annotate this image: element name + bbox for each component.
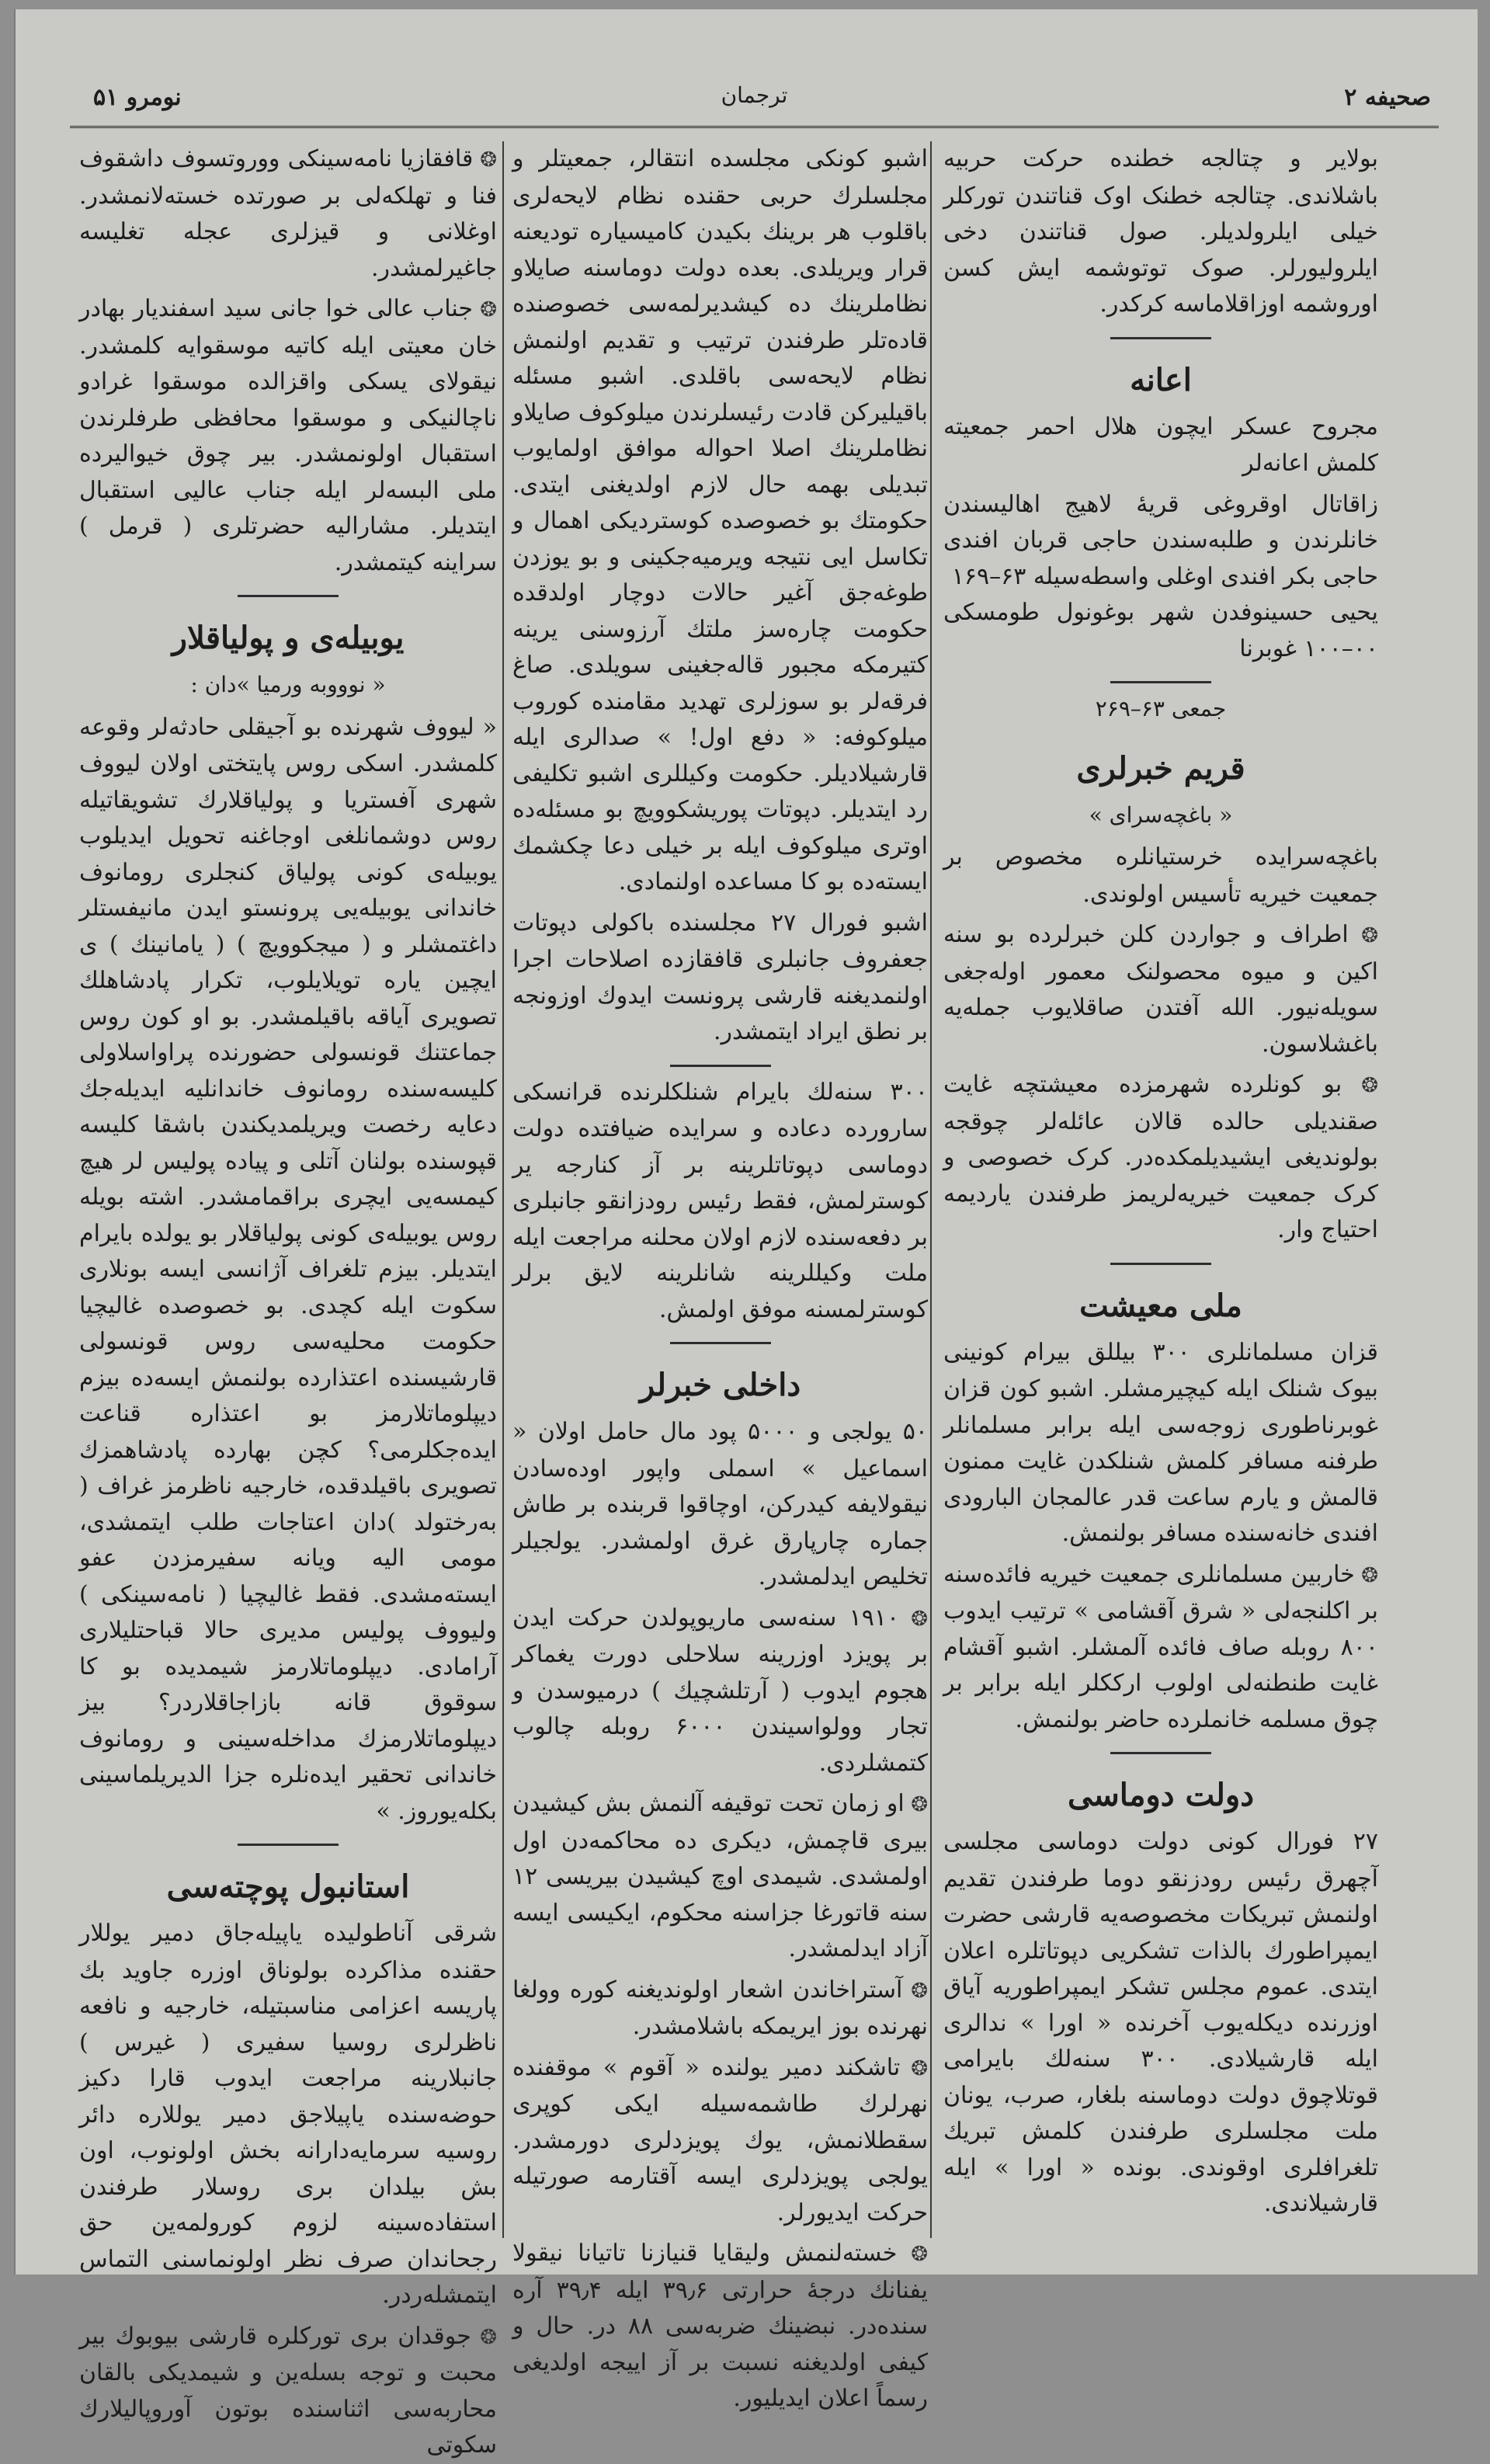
duma-paragraph: ۲۷ فورال کونی دولت دوماسی مجلسی آچهرق رئیس رودزنقو دوما طرفندن تقدیم اولنمش تبریکات مخصوصه‌یه قارشی حضرت ایمپراطورك بالذات تشکریی دپوتاتلره اعلان ایتدی. عموم مجلس تشکر ایمپراطوریه آیاق اوزرنده دیکله‌یوب آخرنده « اورا » ندالری ایله قارشیلادی. ۳۰۰ سنه‌لك بایرامی قوتلاچوق دولت دوماسنه بلغار، صرب، یونان ملت مجلسلری طرفندن کلمش تبریك تلغرافلری اوقوندی. بونده « اورا » ایله قارشیلاندی.	[943, 1828, 1378, 2217]
caucasus-paragraph: ❂ قافقازیا نامه‌سینکی ووروتسوف داشقوف فنا و تهلکه‌لی بر صورتده خسته‌لانمشدر. اوغلانی و قیزلری عجله تغلیسه جاغیرلمشدر.	[79, 141, 497, 287]
war-news-paragraph: بولایر و چتالجه خطنده حرکت حربیه باشلاندی. چتالجه خطنک اوک قناتندن تورکلر خیلی ایلرولدیلر. صول قناتندن دخی ایلرولیورلر. صوک توتوشمه ایش کسن اوروشمه اوزاقلاماسه کرکدر.	[943, 145, 1378, 318]
duma-session-paragraph: اشبو کونکی مجلسده انتقالر، جمعیتلر و مجلسلرك حربی حقنده نظام لایحه‌لری باقلوب هر برینك بکیدن کامیسیاره تودیعنه قرار ویریلدی. بعده دولت دوماسنه صایلاو نظاملرینك ده کیشدیرلمه‌سی خصوصنده قاده‌تلر طرفندن ترتیب و تقدیم اولنمش نظام لایحه‌سی باقلدی. اشبو مسئله باقیلیرکن قادت رئیسلرندن میلوکوف صایلاو نظاملرینك اصلا احواله موافق اولمایوب تبدیلی بهمه حال لازم اولدیغنی ایتدی. حکومتك بو خصوصده کوستردیکی اهمال و تکاسل ایی نتیجه ویرمیه‌جکینی و بو یوزدن طوغه‌جق آغیر حالات دوچار اولدقده حکومت چاره‌سز ملتك آرزوسنی یرینه کتیرمکه مجبور قاله‌جغینی سویلدی. صاغ فرقه‌لر بو سوزلری تهدید مقامنده کوروب میلوکوفه: « دفع اول! » صدالری ایله قارشیلادیلر. حکومت وکیللری اشبو تکلیفی رد ایتدیلر. دپوتات پوریشکوویچ بو مسئله‌ده اوتری میلوکوف ایله بر خیلی دعا چکشمك ایسته‌ده بو کا مساعده اولنمادی.	[512, 145, 928, 895]
section-rule	[238, 595, 339, 597]
dahili-paragraph: ❂ او زمان تحت توقیفه آلنمش بش کیشیدن بیری قاچمش، دیکری ده محاکمه‌دن اول اولمشدی. شیمدی اوچ کیشیدن بیریسی ۱۲ سنه قاتورغا جزاسنه محکوم، ایکیسی ایسه آزاد ایدلمشدر.	[512, 1786, 928, 1968]
section-title-duma: دولت دوماسی	[1067, 1777, 1255, 1813]
section-rule	[1110, 337, 1211, 339]
jubilee-paragraph: ۳۰۰ سنه‌لك بایرام شنلکلرنده قرانسکی سارورده دعاده و سرایده ضیافتده دولت دوماسی دپوتاتلرینه بر آز کنارجه یر کوسترلمش، فقط رئیس رودزانقو جانبلری بر دفعه‌سنده لازم اولان محلنه مراجعت ایله ملت وکیللرینه شانلرینه لایق برلر کوسترلمسنه موفق اولمش.	[512, 1078, 928, 1323]
section-title-dahili: داخلی خبرلر	[639, 1367, 801, 1403]
duma-session-paragraph: اشبو فورال ۲۷ مجلسنده باکولی دپوتات جعفروف جانبلری قافقازده اصلاحات اجرا اولنمدیغنه قارشی پرونست ایدوك اوزونجه بر نطق ایراد ایتمشدر.	[512, 909, 928, 1045]
dahili-paragraph: ۵۰ یولجی و ۵۰۰۰ پود مال حامل اولان « اسماعیل » اسملی واپور اوده‌سادن نیقولایفه کیدرکن، اوچاقوا قربنده بر طاش جماره چارپارق غرق اولمشدر. یولجیلر تخلیص ایدلمشدر.	[512, 1418, 928, 1590]
donation-item: زاقاتال اوقروغی قریهٔ لاهیج اهالیسندن خانلرندن و طلبه‌سندن حاجی قربان افندی حاجی بکر افندی اوغلی واسطه‌سیله ۶۳–۱۶۹	[943, 490, 1378, 590]
column-divider-left	[502, 141, 504, 2238]
section-rule	[670, 1065, 771, 1067]
column-right	[943, 141, 1378, 2238]
page-number-label: صحیفه ۲	[1344, 84, 1431, 111]
yubile-paragraph: « لیووف شهرنده بو آجیقلی حادثه‌لر وقوعه کلمشدر. اسکی روس پایتختی اولان لیووف شهری آفستریا و پولیاقلارك تشویقاتیله روس دوشمانلغی اوجاغنه تحویل ایدیلوب یوبیله‌ی کونی پولیاق کنجلری رومانوف خاندانی یوبیله‌یی پرونستو ایدن مانیفستلر داغتمشلر و ( میجکوویچ ) ( یامانینك ) ی ایچین یاره تویلایلوب، تکرار پادشاهلك تصویری آیاقه باقیلمشدر. بو او کون روس جماعتنك قونسولی حضورنده پراواسلاولی کلیسه‌سنده رومانوف خاندانلیه ایدیله‌جك دعایه رخصت ویریلمدیکندن باشقا کلیسه قپوسنده بولنان آتلی و پیاده پولیس لر هیچ کیمسه‌یی ایچری براقمامشدر. اشته بویله روس یوبیله‌ی کونی پولیاقلار بو یولده بایرام ایتدیلر. بیزم تلغراف آژانسی ایسه بونلاری سکوت ایله کچدی. بو خصوصده غالیچیا حکومت محلیه‌سی روس قونسولی قارشیسنده اعتذارده بولنمش ایسه‌ده بیزم دیپلوماتلارمز بو اعتذاره قناعت ایده‌جکلرمی؟ کچن بهارده پادشاهمزك تصویری باقیلدقده، خارجیه ناظرمز غراف ( بەرختولد )دان اعتاجات طلب ایتمشدی، مومی الیه ویانه سفیرمزدن عفو ایسته‌مشدی. فقط غالیچیا ( نامه‌سینکی ) ولیووف پولیس مدیری حالا قباحتلیلاری آرامادی. دیپلوماتلارمز شیمدیده بو کا سوقوق قانه بازاجاقلاردر؟ بیز دیپلوماتلارمزك مداخله‌سینی و رومانوف خاندانی تحقیر ایده‌نلره جزا الدیریلماسینی بکله‌یوروز. »	[79, 713, 497, 1825]
ianeh-intro: مجروح عسکر ایچون هلال احمر جمعیته کلمش اعانه‌لر	[943, 412, 1378, 477]
crimea-dateline: « باغچه‌سرای »	[1089, 801, 1233, 828]
milli-paragraph: قزان مسلمانلری ۳۰۰ بیللق بیرام کونینی بیوک شنلک ایله کیچیرمشلر. اشبو کون قزان غوبرناطوری زوجه‌سی ایله برابر مسلمانلر طرفنه مسافر کلمش شنلکدن غایت ممنون قالمش و یارم ساعت قدر عالمجان البارودی افندی خانه‌سنده مسافر بولنمش.	[943, 1338, 1378, 1547]
donation-list	[943, 487, 1378, 668]
crimea-paragraph: ❂ بو کونلرده شهرمزده معیشتچه غایت صقندیلی حالده قالان عائله‌لر چوقجه بولوندیغی ایشیدیلمکده‌در. کرک خصوصی و کرک جمعیت خیریه‌لریمز طرفندن یاردیمه احتیاج وار.	[943, 1067, 1378, 1249]
crimea-paragraph: ❂ اطراف و جواردن کلن خبرلرده بو سنه اکین و میوه محصولنک معمور اوله‌جغی سویله‌نیور. الله آفتدن صاقلایوب جمله‌یه باغشلاسون.	[943, 917, 1378, 1062]
header-rule	[70, 126, 1439, 128]
dahili-paragraph: ❂ ۱۹۱۰ سنه‌سی ماریوپولدن حرکت ایدن بر پویزد اوزرینه سلاحلی دورت یغماکر هجوم ایدوب ( آرتلشچیك ) درمیوسدن و تجار وولواسیندن ۶۰۰۰ روبله چالوب کتمشلردی.	[512, 1600, 928, 1782]
dahili-paragraph: ❂ خسته‌لنمش ولیقایا قنیازنا تاتیانا نیقولا یفنانك درجهٔ حرارتی ۳۹٫۶ ایله ۳۹٫۴ آره سنده‌در. نبضینك ضربه‌سی ۸۸ در. حال و کیفی اولدیغنه نسبت بر آز اییجه اولدیغی رسماً اعلان ایدیلیور.	[512, 2236, 928, 2417]
column-middle	[512, 141, 929, 2412]
column-left	[79, 141, 497, 2459]
section-title-yubile: یوبیله‌ی و پولیاقلار	[172, 620, 405, 656]
section-rule	[1110, 681, 1211, 683]
milli-paragraph: ❂ خاربین مسلمانلری جمعیت خیریه فائده‌سنه بر اکلنجه‌لی « شرق آقشامی » ترتیب ایدوب ۸۰۰ روبله صاف فائده آلمشلر. اشبو آقشام غایت طنطنه‌لی اولوب ارککلر ایله برابر بر چوق مسلمه خانملرده حاضر بولنمش.	[943, 1557, 1378, 1739]
section-rule	[238, 1844, 339, 1846]
donation-total: جمعی ۶۳–۲۶۹	[1095, 696, 1227, 721]
istanbul-paragraph: ❂ جوقدان بری تورکلره قارشی بیوبوك بیر محبت و توجه بسله‌ین و شیمدیکی بالقان محاربه‌سی اثناسنده بوتون آوروپالیلارك سکوتی	[79, 2319, 497, 2464]
yubile-source: « نوووبه ورمیا »دان :	[190, 672, 386, 697]
donation-item: یحیی حسینوفدن شهر بوغونول طومسکی ۰۰–۱۰۰ غوبرنا	[943, 599, 1378, 662]
section-rule	[1110, 1752, 1211, 1754]
newspaper-title: ترجمان	[721, 82, 788, 108]
section-title-crimea: قریم خبرلری	[1076, 749, 1245, 787]
istanbul-paragraph: شرقی آناطولیده یاپیله‌جاق دمیر یوللار حقنده مذاکرده بولوناق اوزره جاوید بك پاریسه اعزامی مناسبتیله، خارجیه و نافعه ناظرلری روسیا سفیری ( غیرس ) جانبلارینه مراجعت ایدوب قارا دکیز حوضه‌سنده یاپیلاجق دمیر یوللاره دائر روسیه سرمایه‌دارانه بخش اولونوب، اون بش بیلدان بری روسلار طرفندن استفاده‌سینه لزوم کورولمه‌ین حق رجحاندان صرف نظر اولونماسنی التماس ایتمشله‌ردر.	[79, 1920, 497, 2309]
column-divider-right	[930, 141, 932, 2238]
section-rule	[670, 1342, 771, 1344]
issue-number-label: نومرو ۵۱	[93, 84, 182, 111]
page-header	[62, 78, 1447, 118]
section-title-ianeh: اعانه	[1130, 361, 1192, 398]
section-rule	[1110, 1263, 1211, 1265]
crimea-paragraph: باغچه‌سرایده خرستیانلره مخصوص بر جمعیت خیریه تأسیس اولوندی.	[943, 843, 1378, 908]
bukhara-paragraph: ❂ جناب عالی خوا جانی سید اسفندیار بهادر خان معیتی ایله کاتیه موسقوایه کلمشدر. نیقولای یسکی واقزالده موسقوا غرادو ناچالنیکی و موسقوا محافظی طرفلرندن استقبال اولونمشدر. بیر چوق خیوالیرده ملی البسه‌لر ایله جناب عالیی استقبال ایتدیلر. مشارالیه حضرتلری ( قرمل ) سراینه کیتمشدر.	[79, 291, 497, 581]
section-title-istanbul: استانبول پوچته‌سی	[166, 1868, 410, 1905]
section-title-milli: ملی معیشت	[1079, 1287, 1242, 1324]
newspaper-page	[14, 9, 1478, 2459]
dahili-paragraph: ❂ تاشکند دمیر یولنده « آقوم » موقفنده نهرلرك طاشمه‌سیله ایکی کوپری سقطلانمش، یوك پویزدلری دورمشدر. یولجی پویزدلری ایسه آقتارمه صورتیله حرکت ایدیورلر.	[512, 2050, 928, 2232]
dahili-paragraph: ❂ آستراخاندن اشعار اولوندیغنه کوره وولغا نهرنده بوز ایریمکه باشلامشدر.	[512, 1972, 928, 2045]
